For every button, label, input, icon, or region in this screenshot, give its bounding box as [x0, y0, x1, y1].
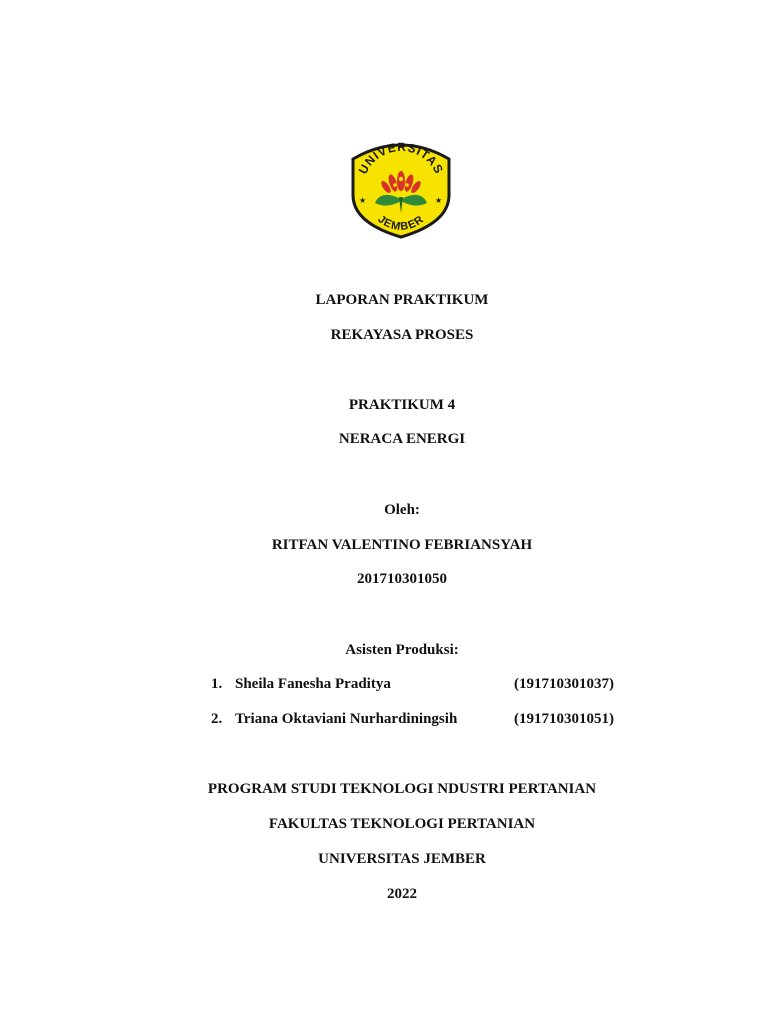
- practicum-title: NERACA ENERGI: [338, 431, 466, 447]
- report-type: LAPORAN PRAKTIKUM: [315, 292, 489, 308]
- logo-bottom-text: JEMBER: [375, 213, 427, 234]
- assistant-id: (191710301037): [514, 676, 614, 692]
- faculty: FAKULTAS TEKNOLOGI PERTANIAN: [268, 816, 536, 832]
- university-logo: [345, 137, 457, 239]
- study-program: PROGRAM STUDI TEKNOLOGI NDUSTRI PERTANIAN: [207, 781, 597, 797]
- assistant-number: 2.: [211, 711, 223, 727]
- author-id: 201710301050: [357, 571, 447, 587]
- logo-top-text: UNIVERSITAS: [355, 139, 447, 177]
- logo-star-right: ★: [435, 196, 443, 205]
- assistant-row: [0, 675, 768, 693]
- logo-star-left: ★: [359, 196, 367, 205]
- author-name: RITFAN VALENTINO FEBRIANSYAH: [271, 537, 533, 553]
- year: 2022: [387, 886, 417, 902]
- assistant-name: Triana Oktaviani Nurhardiningsih: [235, 711, 458, 727]
- assistant-name: Sheila Fanesha Praditya: [235, 676, 391, 692]
- assistant-number: 1.: [211, 676, 223, 692]
- practicum-number: PRAKTIKUM 4: [348, 397, 456, 413]
- university-name: UNIVERSITAS JEMBER: [318, 851, 486, 867]
- assistant-row: [0, 710, 768, 728]
- assistant-id: (191710301051): [514, 711, 614, 727]
- course-title: REKAYASA PROSES: [330, 327, 474, 343]
- assistants-label: Asisten Produksi:: [345, 642, 459, 658]
- by-label: Oleh:: [384, 502, 420, 518]
